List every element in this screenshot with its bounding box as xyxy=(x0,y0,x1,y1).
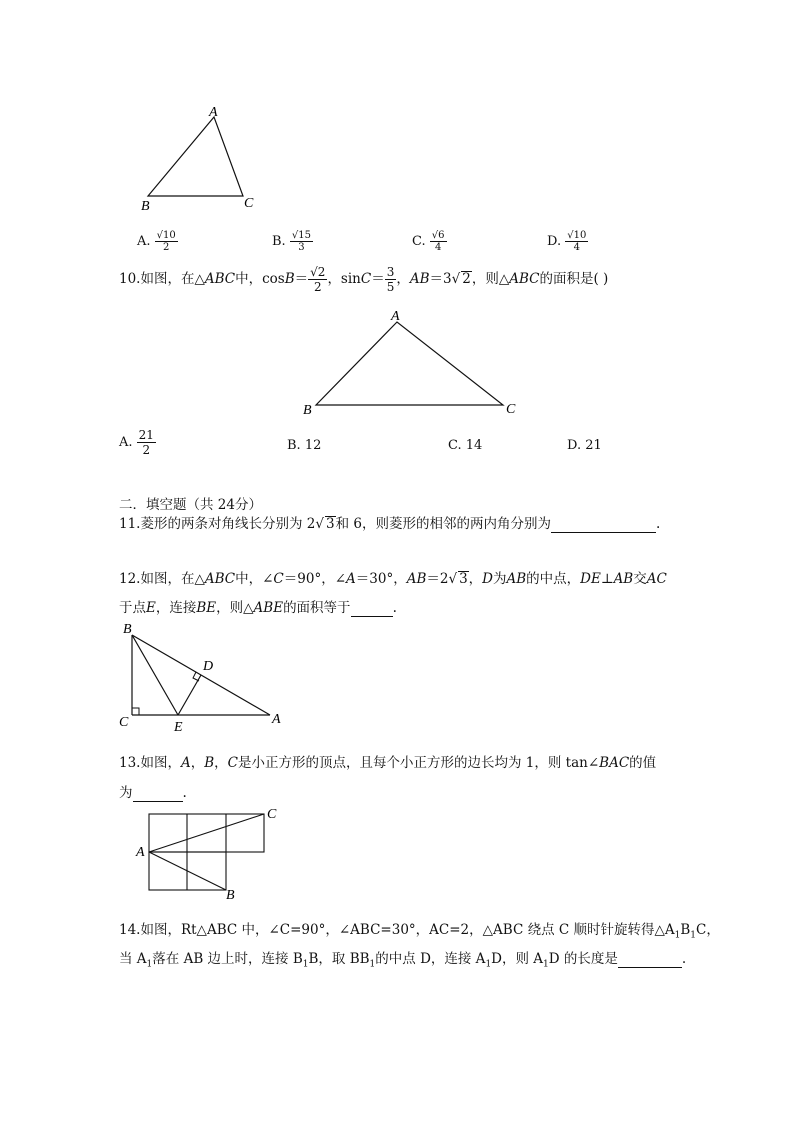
q10-option-c[interactable]: C. 14 xyxy=(448,438,483,453)
section2-title: 二．填空题（共 24分） xyxy=(119,497,262,513)
q9-label-b: B xyxy=(141,199,150,214)
q9-option-c-letter: C. xyxy=(412,234,426,249)
q9-option-a-letter: A. xyxy=(137,234,151,249)
q12-stem-line2: 于点E，连接BE，则△ABE的面积等于 . xyxy=(119,600,397,616)
q10-option-d[interactable]: D. 21 xyxy=(567,438,602,453)
q10-label-c: C xyxy=(506,402,516,417)
q10-stem: 10.如图，在△ABC中，cosB＝ $\frac{√2}{2}$ ，sinC＝ $\frac{3}{5}$ ，AB＝3√ 2，则△ABC的面积是( ) xyxy=(119,265,609,294)
q13-stem-line2: 为 . xyxy=(119,785,187,801)
q9-option-a-fraction: $\frac{√10}{2}$ xyxy=(156,230,176,253)
q9-option-d-fraction: $\frac{√10}{4}$ xyxy=(567,230,587,253)
q10-sin-fraction: $\frac{3}{5}$ xyxy=(386,265,395,294)
q13-stem-line1: 13.如图，A，B，C是小正方形的顶点，且每个小正方形的边长均为 1，则 tan∠BAC的值 xyxy=(119,755,657,771)
q10-label-b: B xyxy=(303,403,312,418)
q10-option-a-fraction: $\frac{21}{2}$ xyxy=(138,428,154,457)
q13-label-b: B xyxy=(226,888,235,903)
q9-option-b-letter: B. xyxy=(272,234,286,249)
q12-label-d: D xyxy=(203,659,214,674)
q9-option-d-letter: D. xyxy=(547,234,562,249)
q10-option-a-letter: A. xyxy=(119,435,133,450)
q9-option-b-fraction: $\frac{√15}{3}$ xyxy=(291,230,311,253)
q9-option-c-fraction: $\frac{√6}{4}$ xyxy=(431,230,445,253)
q12-label-a: A xyxy=(272,712,281,727)
q12-label-c: C xyxy=(119,715,129,730)
q13-segment-ac xyxy=(149,814,264,852)
q12-stem-line1: 12.如图，在△ABC中，∠C＝90°，∠A＝30°，AB＝2√ 3，D为AB的中点，DE⊥AB交AC xyxy=(119,571,667,587)
q10-option-b[interactable]: B. 12 xyxy=(287,438,322,453)
q12-label-b: B xyxy=(123,622,132,637)
q14-stem-line1: 14.如图，Rt△ABC 中，∠C=90°，∠ABC=30°，AC=2，△ABC 绕点 C 顺时针旋转得$\triangle A_1B_1C$， xyxy=(119,922,720,941)
q11-stem: 11.菱形的两条对角线长分别为 2√ 3和 6，则菱形的相邻的两内角分别为 . xyxy=(119,516,661,532)
q13-label-a: A xyxy=(136,845,145,860)
q14-stem-line2: 当 $A_1$落在 AB 边上时，连接 $B_1B$，取 $BB_1$的中点 D，连接 $A_1D$，则 $A_1D$ 的长度是 . xyxy=(119,951,687,970)
q12-label-e: E xyxy=(174,720,183,735)
q10-cos-fraction: $\frac{√2}{2}$ xyxy=(310,265,326,294)
q14-answer-blank[interactable] xyxy=(618,951,682,968)
q10-label-a: A xyxy=(391,309,400,324)
q9-label-a: A xyxy=(209,105,218,120)
q9-label-c: C xyxy=(244,196,254,211)
q13-label-c: C xyxy=(267,807,277,822)
